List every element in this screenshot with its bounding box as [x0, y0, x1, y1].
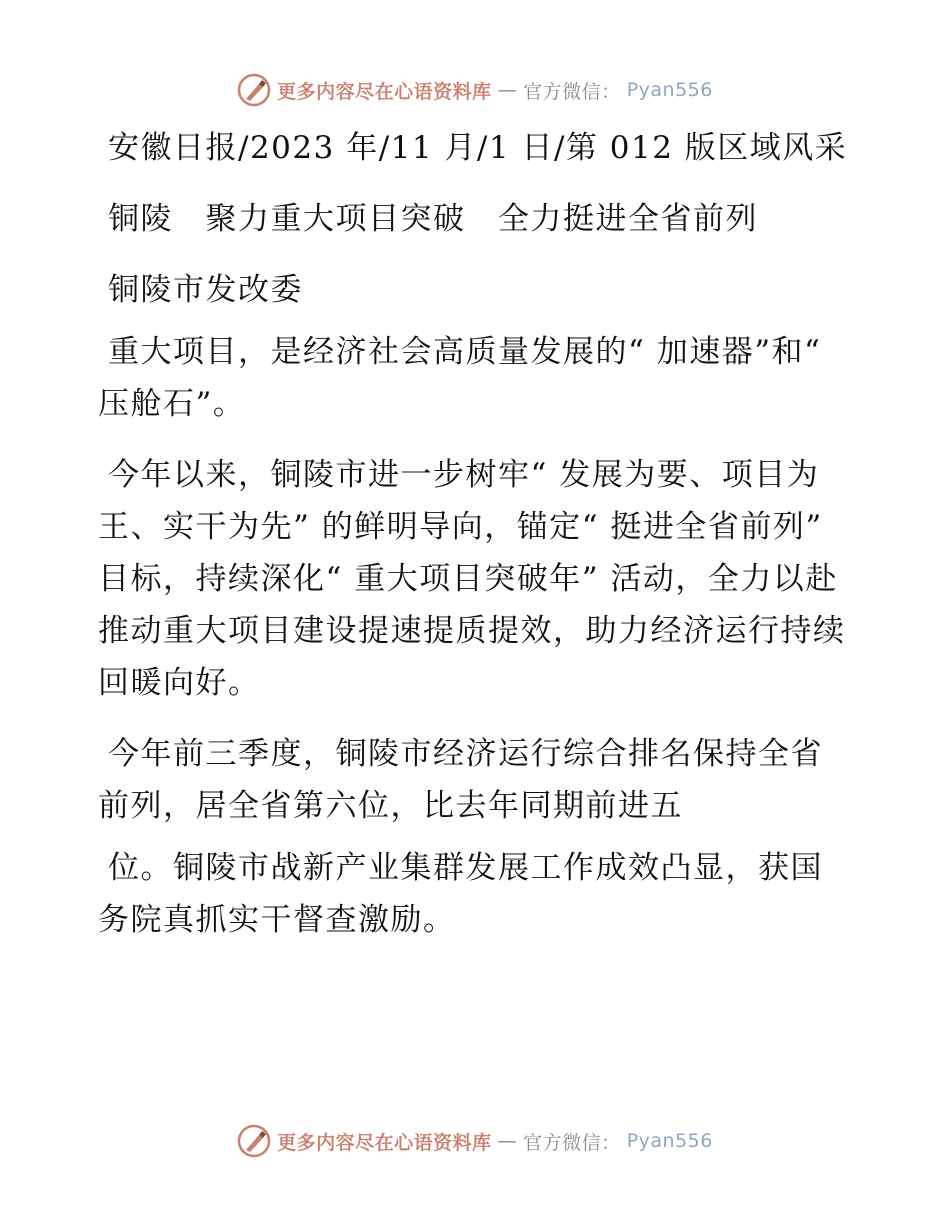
headline: 铜陵 聚力重大项目突破 全力挺进全省前列 — [108, 201, 758, 237]
watermark-text: 更多内容尽在心语资料库 — [277, 1131, 492, 1154]
watermark-text: 更多内容尽在心语资料库 — [277, 80, 492, 103]
header-watermark — [0, 70, 950, 110]
author: 铜陵市发改委 — [108, 272, 303, 308]
paragraph: 今年以来，铜陵市进一步树牢“ 发展为要、项目为王、实干为先” 的鲜明导向，锚定“ 挺进全省前列” 目标，持续深化“ 重大项目突破年” 活动，全力以赴推动重大项目建设提速提质提效，助力经济运行持续回暖向好。 — [98, 457, 846, 701]
watermark-dash: — — [497, 1130, 518, 1152]
pen-logo-icon — [237, 1124, 271, 1158]
watermark-wechat-label: 官方微信： — [523, 1131, 621, 1154]
watermark-dash: — — [497, 79, 518, 101]
paragraph: 今年前三季度，铜陵市经济运行综合排名保持全省前列，居全省第六位，比去年同期前进五 — [98, 736, 823, 824]
watermark-account: Pyan556 — [626, 1130, 713, 1152]
paragraph: 位。铜陵市战新产业集群发展工作成效凸显，获国务院真抓实干督查激励。 — [98, 850, 823, 938]
article-body — [98, 122, 850, 965]
footer-watermark — [0, 1121, 950, 1161]
pen-logo-icon — [237, 73, 271, 107]
watermark-wechat-label: 官方微信： — [523, 80, 621, 103]
source-line: 安徽日报/2023 年/11 月/1 日/第 012 版区域风采 — [108, 130, 848, 166]
paragraph: 重大项目，是经济社会高质量发展的“ 加速器”和“ 压舱石”。 — [98, 334, 822, 422]
watermark-account: Pyan556 — [626, 79, 713, 101]
